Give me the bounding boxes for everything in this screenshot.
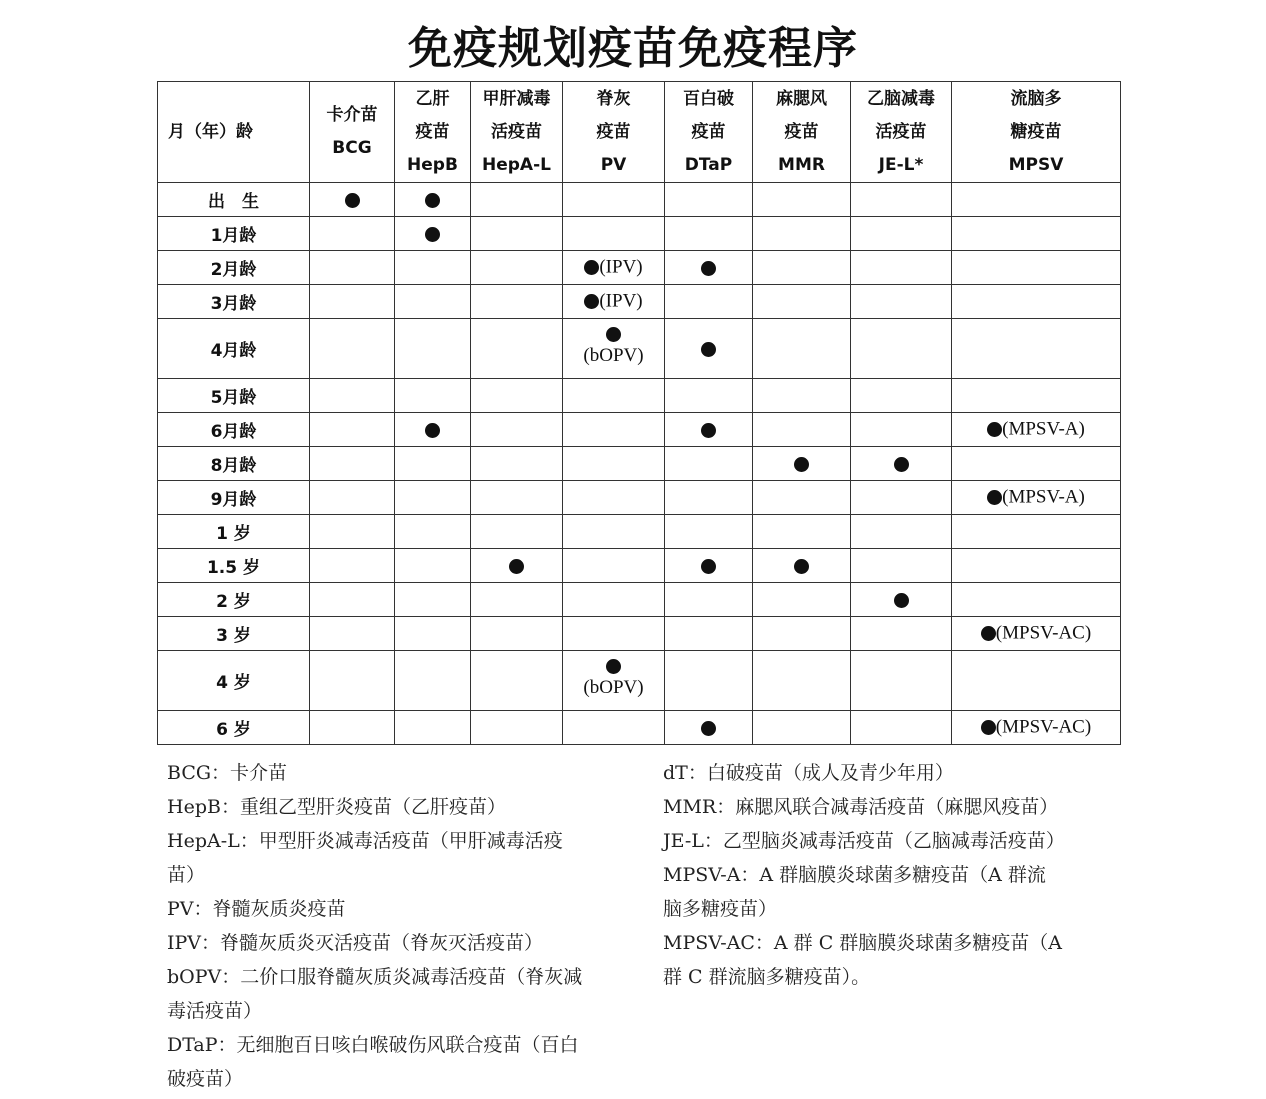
age-label: 3 岁 — [158, 617, 310, 651]
schedule-cell — [310, 617, 395, 651]
table-row — [158, 711, 1121, 745]
footnote-line: HepB：重组乙型肝炎疫苗（乙肝疫苗） — [167, 796, 506, 818]
table-row — [158, 183, 1121, 217]
dose-marker — [952, 716, 1120, 739]
footnote-line: 群 C 群流脑多糖疫苗）。 — [663, 966, 871, 988]
schedule-cell — [753, 583, 851, 617]
age-label: 2月龄 — [158, 251, 310, 285]
schedule-cell — [851, 617, 952, 651]
dose-note: (bOPV) — [583, 345, 644, 366]
schedule-cell — [395, 651, 471, 711]
schedule-cell — [395, 183, 471, 217]
schedule-cell — [563, 251, 665, 285]
footnote-line: 破疫苗） — [167, 1068, 244, 1090]
footnote-line: dT：白破疫苗（成人及青少年用） — [663, 762, 954, 784]
schedule-cell — [665, 251, 753, 285]
schedule-cell — [665, 183, 753, 217]
schedule-cell — [952, 617, 1121, 651]
dose-marker — [471, 555, 562, 577]
vaccine-header-line: 麻腮风 — [776, 88, 827, 109]
vaccine-column-header — [310, 82, 395, 183]
schedule-cell — [665, 447, 753, 481]
footnote-line: JE-L：乙型脑炎减毒活疫苗（乙脑减毒活疫苗） — [663, 830, 1065, 852]
dose-dot-icon — [701, 261, 716, 276]
dose-marker — [952, 622, 1120, 645]
schedule-cell — [952, 651, 1121, 711]
schedule-cell — [310, 285, 395, 319]
vaccine-header-line: BCG — [332, 138, 372, 158]
schedule-cell — [952, 583, 1121, 617]
age-label: 3月龄 — [158, 285, 310, 319]
dose-marker — [563, 659, 664, 702]
age-label: 1.5 岁 — [158, 549, 310, 583]
schedule-cell — [753, 413, 851, 447]
schedule-cell — [952, 413, 1121, 447]
vaccine-column-header — [563, 82, 665, 183]
schedule-cell — [753, 617, 851, 651]
schedule-cell — [665, 583, 753, 617]
dose-marker — [851, 589, 951, 611]
schedule-cell — [563, 515, 665, 549]
schedule-cell — [665, 481, 753, 515]
table-row — [158, 379, 1121, 413]
age-label: 4 岁 — [158, 651, 310, 711]
schedule-cell — [471, 651, 563, 711]
dose-marker — [665, 257, 752, 279]
schedule-cell — [395, 319, 471, 379]
schedule-cell — [563, 183, 665, 217]
schedule-cell — [563, 217, 665, 251]
schedule-cell — [310, 549, 395, 583]
schedule-cell — [952, 217, 1121, 251]
schedule-cell — [310, 183, 395, 217]
schedule-cell — [563, 481, 665, 515]
dose-marker — [665, 338, 752, 360]
schedule-cell — [851, 515, 952, 549]
vaccine-column-header — [395, 82, 471, 183]
dose-note: (bOPV) — [583, 677, 644, 698]
dose-dot-icon — [981, 626, 996, 641]
schedule-cell — [851, 183, 952, 217]
dose-dot-icon — [894, 593, 909, 608]
schedule-cell — [665, 617, 753, 651]
vaccine-header-line: JE-L* — [878, 154, 924, 175]
schedule-cell — [310, 651, 395, 711]
schedule-cell — [665, 285, 753, 319]
vaccine-header-line: 乙脑减毒 — [867, 88, 935, 109]
table-row — [158, 481, 1121, 515]
table-row — [158, 319, 1121, 379]
schedule-cell — [471, 251, 563, 285]
vaccine-header-line: 活疫苗 — [875, 121, 927, 142]
schedule-cell — [952, 447, 1121, 481]
footnotes-right-column — [663, 756, 1113, 994]
schedule-cell — [753, 651, 851, 711]
schedule-cell — [471, 285, 563, 319]
vaccine-header-line: 卡介苗 — [326, 105, 378, 125]
dose-marker — [851, 453, 951, 475]
vaccine-header-line: 疫苗 — [415, 121, 450, 142]
schedule-cell — [471, 481, 563, 515]
dose-dot-icon — [345, 193, 360, 208]
vaccine-header-line: 脊灰 — [596, 88, 631, 109]
schedule-cell — [563, 285, 665, 319]
dose-dot-icon — [606, 659, 621, 674]
footnote-line: DTaP：无细胞百日咳白喉破伤风联合疫苗（百白 — [167, 1034, 579, 1056]
dose-dot-icon — [425, 423, 440, 438]
schedule-cell — [395, 549, 471, 583]
table-row — [158, 447, 1121, 481]
vaccine-header-line: 乙肝 — [415, 88, 450, 109]
vaccine-header-line: 疫苗 — [784, 121, 819, 142]
schedule-cell — [395, 711, 471, 745]
schedule-cell — [395, 251, 471, 285]
vaccine-header-line: 疫苗 — [691, 121, 726, 142]
dose-dot-icon — [987, 490, 1002, 505]
age-label: 1 岁 — [158, 515, 310, 549]
dose-marker — [665, 555, 752, 577]
dose-marker — [952, 418, 1120, 441]
schedule-cell — [395, 379, 471, 413]
schedule-cell — [310, 251, 395, 285]
vaccine-header-line: 流脑多 — [1010, 88, 1062, 109]
table-row — [158, 413, 1121, 447]
page-title: 免疫规划疫苗免疫程序 — [408, 23, 858, 74]
schedule-cell — [310, 583, 395, 617]
dose-dot-icon — [794, 559, 809, 574]
schedule-cell — [563, 413, 665, 447]
dose-dot-icon — [987, 422, 1002, 437]
vaccine-column-header — [665, 82, 753, 183]
dose-marker — [665, 717, 752, 739]
dose-note: (IPV) — [599, 256, 643, 278]
age-label: 9月龄 — [158, 481, 310, 515]
dose-dot-icon — [981, 720, 996, 735]
age-label: 6月龄 — [158, 413, 310, 447]
dose-dot-icon — [425, 227, 440, 242]
dose-dot-icon — [894, 457, 909, 472]
schedule-cell — [563, 711, 665, 745]
schedule-cell — [471, 319, 563, 379]
schedule-cell — [952, 549, 1121, 583]
schedule-cell — [851, 583, 952, 617]
vaccine-column-header — [753, 82, 851, 183]
schedule-cell — [310, 711, 395, 745]
schedule-cell — [851, 549, 952, 583]
age-label: 4月龄 — [158, 319, 310, 379]
schedule-cell — [851, 481, 952, 515]
age-label: 5月龄 — [158, 379, 310, 413]
footnote-line: HepA-L：甲型肝炎减毒活疫苗（甲肝减毒活疫 — [167, 830, 563, 852]
schedule-cell — [851, 319, 952, 379]
schedule-cell — [471, 217, 563, 251]
schedule-cell — [563, 651, 665, 711]
dose-note: (IPV) — [599, 290, 643, 312]
immunization-schedule-table — [157, 81, 1121, 745]
schedule-cell — [753, 379, 851, 413]
schedule-cell — [471, 447, 563, 481]
schedule-cell — [952, 251, 1121, 285]
schedule-cell — [851, 379, 952, 413]
dose-marker — [665, 419, 752, 441]
table-row — [158, 515, 1121, 549]
schedule-cell — [952, 711, 1121, 745]
schedule-cell — [753, 251, 851, 285]
schedule-cell — [753, 549, 851, 583]
footnote-line: MPSV-AC：A 群 C 群脑膜炎球菌多糖疫苗（A — [663, 932, 1063, 954]
dose-dot-icon — [701, 559, 716, 574]
schedule-cell — [471, 583, 563, 617]
age-label: 1月龄 — [158, 217, 310, 251]
schedule-cell — [563, 319, 665, 379]
dose-marker — [563, 327, 664, 370]
dose-note: (MPSV-AC) — [995, 716, 1092, 738]
schedule-cell — [395, 285, 471, 319]
dose-dot-icon — [606, 327, 621, 342]
schedule-cell — [665, 651, 753, 711]
schedule-cell — [952, 285, 1121, 319]
vaccine-header-line: DTaP — [684, 154, 733, 175]
schedule-cell — [471, 549, 563, 583]
dose-dot-icon — [584, 260, 599, 275]
table-row — [158, 251, 1121, 285]
table-row — [158, 549, 1121, 583]
schedule-cell — [563, 549, 665, 583]
dose-dot-icon — [701, 423, 716, 438]
vaccine-column-header — [471, 82, 563, 183]
schedule-cell — [952, 319, 1121, 379]
schedule-cell — [395, 515, 471, 549]
footnote-line: IPV：脊髓灰质炎灭活疫苗（脊灰灭活疫苗） — [167, 932, 544, 954]
age-label: 出 生 — [158, 183, 310, 217]
dose-marker — [753, 453, 850, 475]
schedule-cell — [952, 515, 1121, 549]
schedule-cell — [563, 379, 665, 413]
schedule-cell — [952, 481, 1121, 515]
schedule-cell — [471, 379, 563, 413]
schedule-cell — [395, 447, 471, 481]
schedule-cell — [851, 413, 952, 447]
schedule-cell — [665, 319, 753, 379]
footnote-line: 苗） — [167, 864, 206, 886]
dose-marker — [563, 256, 664, 279]
schedule-cell — [563, 583, 665, 617]
schedule-cell — [395, 481, 471, 515]
dose-dot-icon — [701, 721, 716, 736]
table-row — [158, 217, 1121, 251]
schedule-cell — [851, 285, 952, 319]
footnote-line: MMR：麻腮风联合减毒活疫苗（麻腮风疫苗） — [663, 796, 1059, 818]
dose-marker — [310, 189, 394, 211]
footnotes-left-column — [167, 756, 647, 1096]
age-column-header: 月（年）龄 — [158, 82, 310, 183]
dose-dot-icon — [701, 342, 716, 357]
schedule-cell — [753, 447, 851, 481]
vaccine-header-line: PV — [600, 154, 627, 175]
schedule-cell — [952, 379, 1121, 413]
schedule-cell — [753, 217, 851, 251]
schedule-cell — [851, 651, 952, 711]
schedule-cell — [471, 617, 563, 651]
footnote-line: BCG：卡介苗 — [167, 762, 288, 784]
vaccine-header-line: HepA-L — [482, 154, 551, 175]
vaccine-header-line: 疫苗 — [596, 121, 631, 142]
vaccine-header-line: MMR — [778, 154, 825, 175]
schedule-cell — [665, 413, 753, 447]
dose-dot-icon — [425, 193, 440, 208]
dose-dot-icon — [794, 457, 809, 472]
vaccine-column-header — [952, 82, 1121, 183]
dose-marker — [952, 486, 1120, 509]
schedule-cell — [471, 515, 563, 549]
schedule-cell — [310, 413, 395, 447]
schedule-cell — [395, 617, 471, 651]
age-label: 6 岁 — [158, 711, 310, 745]
dose-marker — [395, 223, 470, 245]
footnote-line: 毒活疫苗） — [167, 1000, 263, 1022]
footnote-line: MPSV-A：A 群脑膜炎球菌多糖疫苗（A 群流 — [663, 864, 1046, 886]
dose-marker — [753, 555, 850, 577]
schedule-cell — [310, 319, 395, 379]
schedule-cell — [395, 413, 471, 447]
table-row — [158, 617, 1121, 651]
schedule-cell — [563, 617, 665, 651]
vaccine-header-line: 甲肝减毒 — [482, 88, 551, 109]
dose-marker — [395, 419, 470, 441]
schedule-cell — [395, 217, 471, 251]
dose-note: (MPSV-A) — [1002, 418, 1085, 440]
schedule-cell — [753, 711, 851, 745]
schedule-cell — [310, 379, 395, 413]
dose-marker — [395, 189, 470, 211]
dose-dot-icon — [584, 294, 599, 309]
footnote-line: PV：脊髓灰质炎疫苗 — [167, 898, 346, 920]
schedule-cell — [753, 515, 851, 549]
schedule-cell — [310, 481, 395, 515]
schedule-cell — [471, 183, 563, 217]
vaccine-header-line: 糖疫苗 — [1010, 121, 1062, 142]
vaccine-header-line: MPSV — [1008, 154, 1064, 175]
table-row — [158, 651, 1121, 711]
dose-note: (MPSV-A) — [1002, 486, 1085, 508]
footnote-line: 脑多糖疫苗） — [663, 898, 778, 920]
schedule-cell — [310, 447, 395, 481]
schedule-cell — [851, 711, 952, 745]
schedule-cell — [665, 549, 753, 583]
schedule-cell — [665, 711, 753, 745]
schedule-cell — [665, 217, 753, 251]
age-label: 2 岁 — [158, 583, 310, 617]
schedule-cell — [665, 379, 753, 413]
schedule-cell — [851, 251, 952, 285]
schedule-cell — [395, 583, 471, 617]
vaccine-header-line: 活疫苗 — [491, 121, 542, 142]
schedule-cell — [753, 319, 851, 379]
schedule-cell — [310, 515, 395, 549]
table-row — [158, 583, 1121, 617]
schedule-cell — [753, 285, 851, 319]
vaccine-header-line: 百白破 — [683, 88, 734, 109]
dose-note: (MPSV-AC) — [995, 622, 1092, 644]
vaccine-column-header — [851, 82, 952, 183]
dose-dot-icon — [509, 559, 524, 574]
age-label: 8月龄 — [158, 447, 310, 481]
table-header-row — [158, 82, 1121, 183]
schedule-cell — [753, 183, 851, 217]
vaccine-header-line: HepB — [407, 154, 458, 175]
schedule-cell — [851, 217, 952, 251]
schedule-cell — [753, 481, 851, 515]
dose-marker — [563, 290, 664, 313]
schedule-cell — [471, 711, 563, 745]
schedule-cell — [952, 183, 1121, 217]
schedule-cell — [563, 447, 665, 481]
table-body — [158, 183, 1121, 745]
footnote-line: bOPV：二价口服脊髓灰质炎减毒活疫苗（脊灰减 — [167, 966, 583, 988]
schedule-cell — [851, 447, 952, 481]
table-row — [158, 285, 1121, 319]
schedule-cell — [471, 413, 563, 447]
schedule-cell — [665, 515, 753, 549]
schedule-cell — [310, 217, 395, 251]
